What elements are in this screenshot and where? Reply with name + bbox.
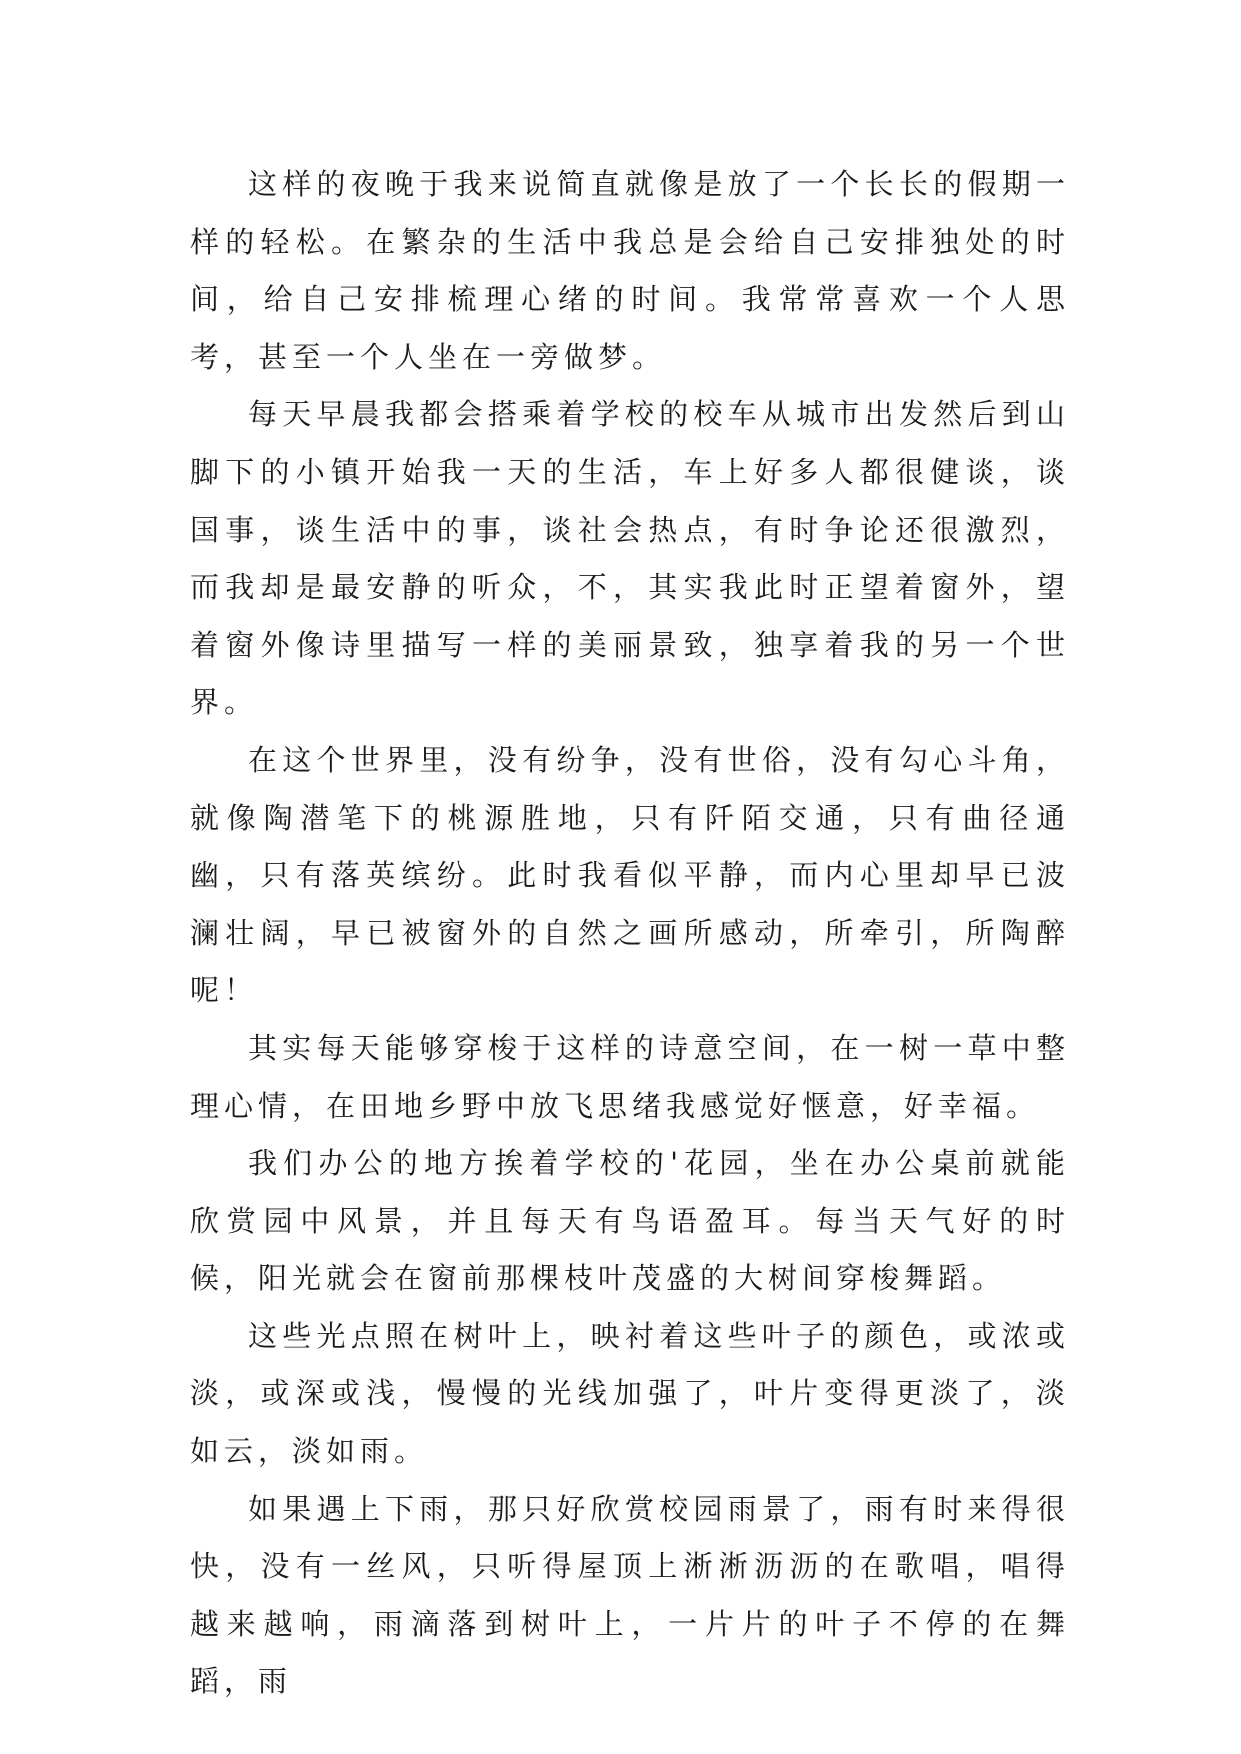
paragraph: 其实每天能够穿梭于这样的诗意空间，在一树一草中整理心情，在田地乡野中放飞思绪我感觉好惬意，好幸福。 <box>190 1030 1070 1123</box>
paragraph: 这些光点照在树叶上，映衬着这些叶子的颜色，或浓或淡，或深或浅，慢慢的光线加强了，叶片变得更淡了，淡如云，淡如雨。 <box>190 1318 1070 1469</box>
document-body <box>190 156 1070 1711</box>
paragraph: 如果遇上下雨，那只好欣赏校园雨景了，雨有时来得很快，没有一丝风，只听得屋顶上淅淅沥沥的在歌唱，唱得越来越响，雨滴落到树叶上，一片片的叶子不停的在舞蹈，雨 <box>190 1491 1070 1699</box>
paragraph: 每天早晨我都会搭乘着学校的校车从城市出发然后到山脚下的小镇开始我一天的生活，车上好多人都很健谈，谈国事，谈生活中的事，谈社会热点，有时争论还很激烈，而我却是最安静的听众，不，其实我此时正望着窗外，望着窗外像诗里描写一样的美丽景致，独享着我的另一个世界。 <box>190 397 1070 720</box>
paragraph: 我们办公的地方挨着学校的'花园，坐在办公桌前就能欣赏园中风景，并且每天有鸟语盈耳。每当天气好的时候，阳光就会在窗前那棵枝叶茂盛的大树间穿梭舞蹈。 <box>190 1146 1070 1296</box>
paragraph: 这样的夜晚于我来说简直就像是放了一个长长的假期一样的轻松。在繁杂的生活中我总是会给自己安排独处的时间，给自己安排梳理心绪的时间。我常常喜欢一个人思考，甚至一个人坐在一旁做梦。 <box>190 167 1070 374</box>
paragraph: 在这个世界里，没有纷争，没有世俗，没有勾心斗角，就像陶潜笔下的桃源胜地，只有阡陌交通，只有曲径通幽，只有落英缤纷。此时我看似平静，而内心里却早已波澜壮阔，早已被窗外的自然之画所感动，所牵引，所陶醉呢！ <box>190 742 1070 1008</box>
